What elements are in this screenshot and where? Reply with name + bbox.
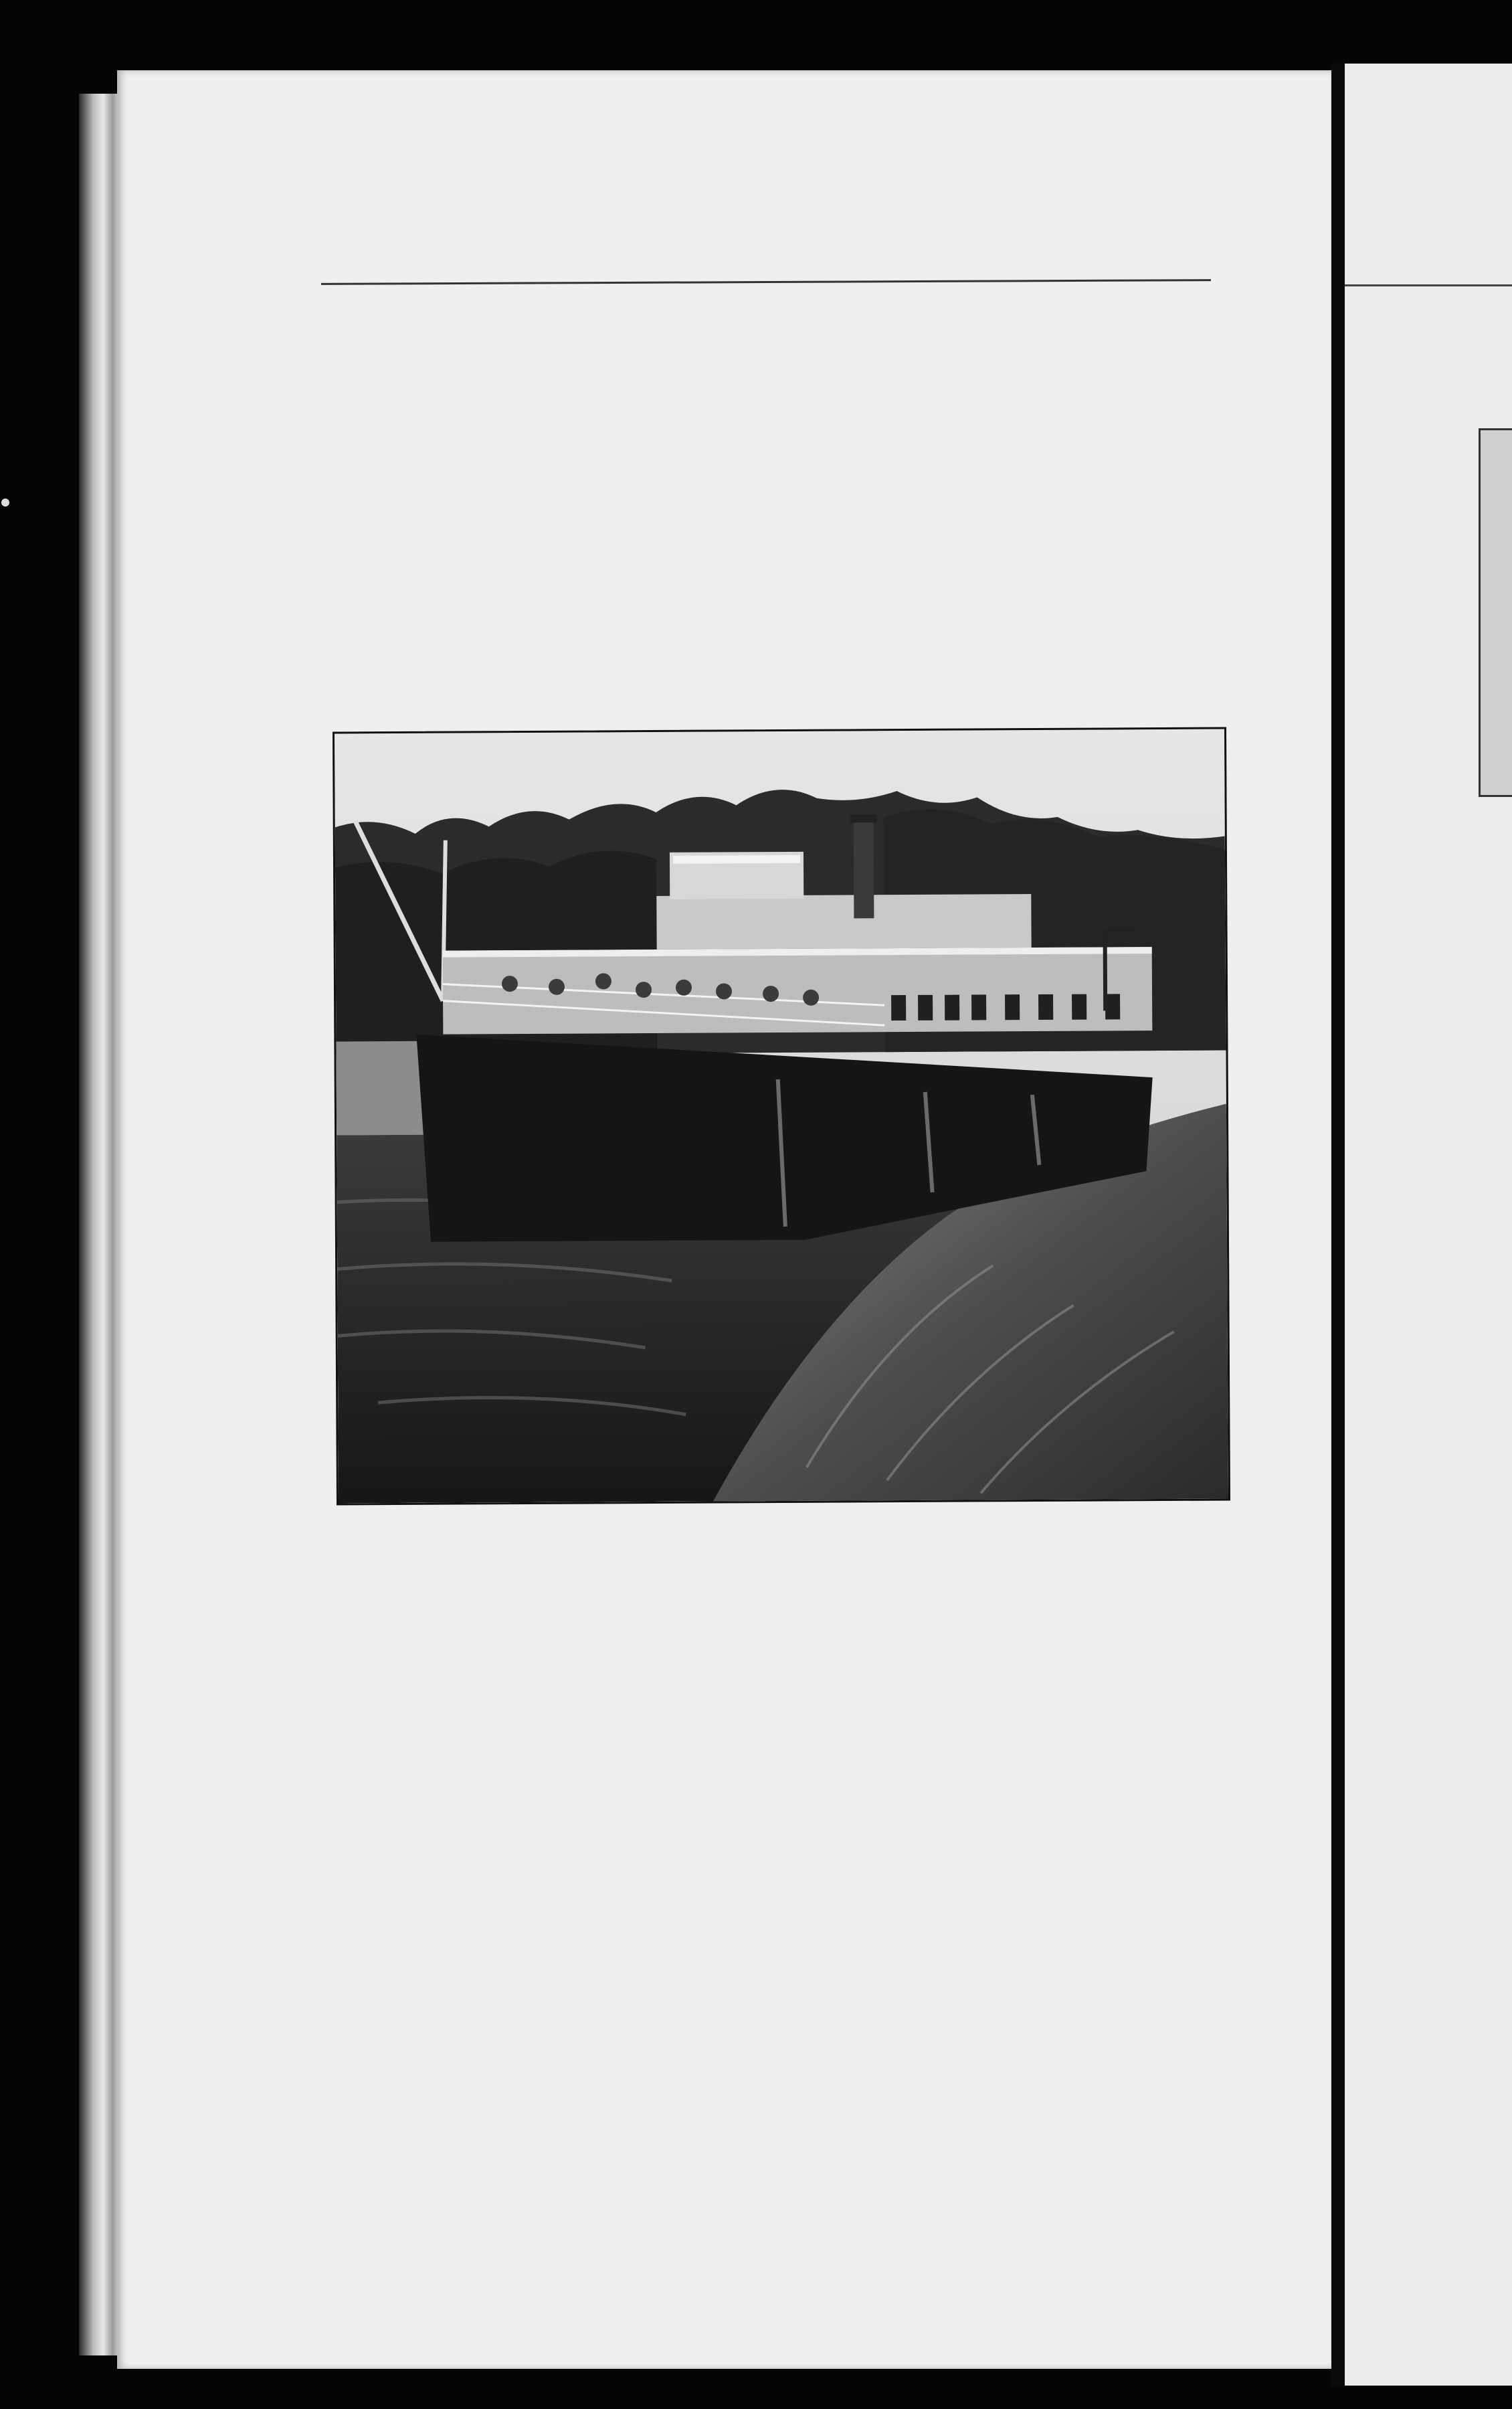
facing-page	[1345, 64, 1512, 2386]
facing-page-photo-frame	[1479, 428, 1512, 797]
facing-page-rule	[1345, 284, 1512, 286]
book-gutter	[1331, 64, 1345, 2386]
edge-speck	[1, 499, 9, 507]
steamboat-photo	[333, 727, 1230, 1506]
